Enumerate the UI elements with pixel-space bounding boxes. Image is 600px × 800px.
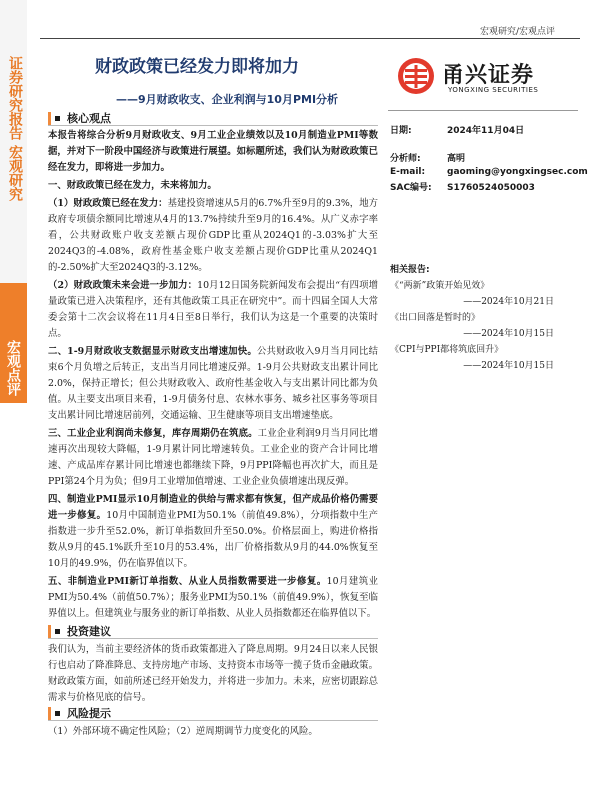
company-logo (396, 56, 576, 100)
related-report-title[interactable]: 《“两新”政策开始见效》 (390, 281, 490, 291)
point-1-2 (48, 278, 378, 342)
section-bar (48, 707, 51, 720)
logo-name: 甬兴证券 (442, 63, 535, 88)
section-bullet-icon (55, 629, 60, 634)
header-divider (40, 38, 580, 39)
point-4 (48, 492, 378, 572)
email-info (390, 167, 588, 177)
risk-body: （1）外部环境不确定性风险；（2）逆周期调节力度变化的风险。 (48, 726, 318, 737)
section-bar (48, 112, 51, 125)
report-date (390, 123, 524, 136)
point-text: 工业企业利润9月当月同比增速再次出现较大降幅，1-9月累计同比增速转负。工业企业的资产合计同比增速、产成品库存累计同比增速也都继续下降，9月PPI降幅也再次扩大，而且是PPI第24个月为负；但9月工业增加值增速、工业企业负债增速出现反弹。 (48, 428, 378, 487)
point-3 (48, 426, 378, 490)
related-report-title[interactable]: 《CPI与PPI都将筑底回升》 (390, 345, 504, 355)
point-text: 10月12日国务院新闻发布会提出“有四项增量政策已进入决策程序，还有其他政策工具正在研究中”。而十四届全国人大常委会第十二次会议将在11月4日至8日举行，我们认为这是一个重要的决策时点。 (48, 280, 378, 339)
analyst-label: 分析师: (390, 154, 421, 164)
section-divider (48, 638, 378, 639)
core-body (48, 128, 378, 624)
section-title: 投资建议 (67, 625, 111, 638)
sidebar-label-macro-research: 宏观研究 (7, 145, 23, 201)
point-lead: 二、1-9月财政收支数据显示财政支出增速加快。 (48, 346, 257, 357)
sidebar-panel (0, 0, 27, 283)
point-1-1 (48, 196, 378, 276)
section-bar (48, 625, 51, 638)
related-report-date: ——2024年10月15日 (463, 361, 554, 371)
point-text: 10月建筑业PMI为50.4%（前值50.7%）；服务业PMI为50.1%（前值49.9%），恢复至临界值以上。但建筑业与服务业的新订单指数、从业人员指数都还在临界值以下。 (48, 576, 378, 619)
date-label: 日期: (390, 126, 412, 136)
sac-value: S1760524050003 (447, 183, 535, 193)
related-reports-heading: 相关报告: (390, 265, 430, 275)
section-heading-invest (48, 623, 111, 639)
point-lead: 五、非制造业PMI新订单指数、从业人员指数需要进一步修复。 (48, 576, 327, 587)
related-report-title[interactable]: 《出口回落是暂时的》 (390, 313, 481, 323)
page-subtitle: ——9月财政收支、企业利润与10月PMI分析 (116, 93, 339, 106)
invest-body: 我们认为，当前主要经济体的货币政策都进入了降息周期。9月24日以来人民银行也启动了降准降息、支持房地产市场、支持资本市场等一揽子货币金融政策。财政政策方面，如前所述已经开始发力，并将进一步加力。未来，应密切跟踪总需求与价格见底的信号。 (48, 644, 378, 703)
section-heading-risk (48, 705, 111, 721)
section-title: 风险提示 (67, 707, 111, 720)
section-title: 核心观点 (67, 112, 111, 125)
point-text: 10月中国制造业PMI为50.1%（前值49.8%），分项指数中生产指数进一步升至52.0%，新订单指数回升至50.0%。价格层面上，购进价格指数从9月的45.1%跃升至10月的53.4%，出厂价格指数从9月的44.0%恢复至10月的49.9%，仍在临界值以下。 (48, 510, 378, 569)
date-value: 2024年11月04日 (447, 126, 525, 136)
related-report-date: ——2024年10月15日 (463, 329, 554, 339)
logo-english-name: YONGXING SECURITIES (448, 86, 539, 94)
email-label: E-mail: (390, 167, 426, 177)
section-bullet-icon (55, 711, 60, 716)
point-1-heading: 一、财政政策已经在发力，未来将加力。 (48, 180, 217, 191)
related-reports (390, 262, 580, 374)
sac-label: SAC编号: (390, 183, 432, 193)
core-intro: 本报告将综合分析9月财政收支、9月工业企业绩效以及10月制造业PMI等数据，并对下一阶段中国经济与政策进行展望。如标题所述，我们认为财政政策已经在发力，即将进一步加力。 (48, 130, 378, 173)
right-column-divider (388, 110, 578, 111)
email-link[interactable]: gaoming@yongxingsec.com (447, 167, 588, 177)
section-bullet-icon (55, 116, 60, 121)
sac-info (390, 180, 535, 193)
section-heading-core (48, 110, 111, 126)
analyst-name: 高明 (447, 154, 466, 164)
point-text: 基建投资增速从5月的6.7%升至9月的9.3%，地方政府专项债余额同比增速从4月的13.7%持续升至9月的16.4%。从广义赤字率看，公共财政账户收支差额占现价GDP比重从2024Q1的-3.03%扩大至2024Q3的-4.08%，政府性基金账户收支差额占现价GDP比重从2024Q1的-2.50%扩大至2024Q3的-3.12%。 (48, 198, 378, 273)
point-lead: （2）财政政策未来会进一步加力： (48, 280, 198, 291)
point-text: 公共财政收入9月当月同比结束6个月负增之后转正，支出当月同比增速反弹。1-9月公共财政支出累计同比2.0%，保持正增长；但公共财政收入、政府性基金收入与支出累计同比都为负值。从主要支出项目来看，1-9月债务付息、农林水事务、城乡社区事务等项目支出累计同比增速居前列，交通运输、卫生健康等项目支出增速垫底。 (48, 346, 378, 421)
point-2 (48, 344, 378, 424)
point-lead: 三、工业企业利润尚未修复，库存周期仍在筑底。 (48, 428, 258, 439)
logo-mark-icon (396, 56, 436, 96)
section-divider (48, 125, 378, 126)
point-5 (48, 574, 378, 622)
section-divider (48, 720, 378, 721)
sidebar-label-macro-comment: 宏观点评 (5, 340, 21, 396)
related-report-date: ——2024年10月21日 (463, 297, 554, 307)
point-lead: （1）财政政策已经在发力： (48, 198, 168, 209)
page-title: 财政政策已经发力即将加力 (95, 57, 299, 77)
page-header-category: 宏观研究/宏观点评 (480, 27, 556, 37)
sidebar-label-research-report: 证券研究报告 (7, 56, 23, 140)
analyst-info (390, 151, 465, 164)
point-lead: 四、制造业PMI显示10月制造业的供给与需求都有恢复，但产成品价格仍需要进一步修复。 (48, 494, 378, 521)
